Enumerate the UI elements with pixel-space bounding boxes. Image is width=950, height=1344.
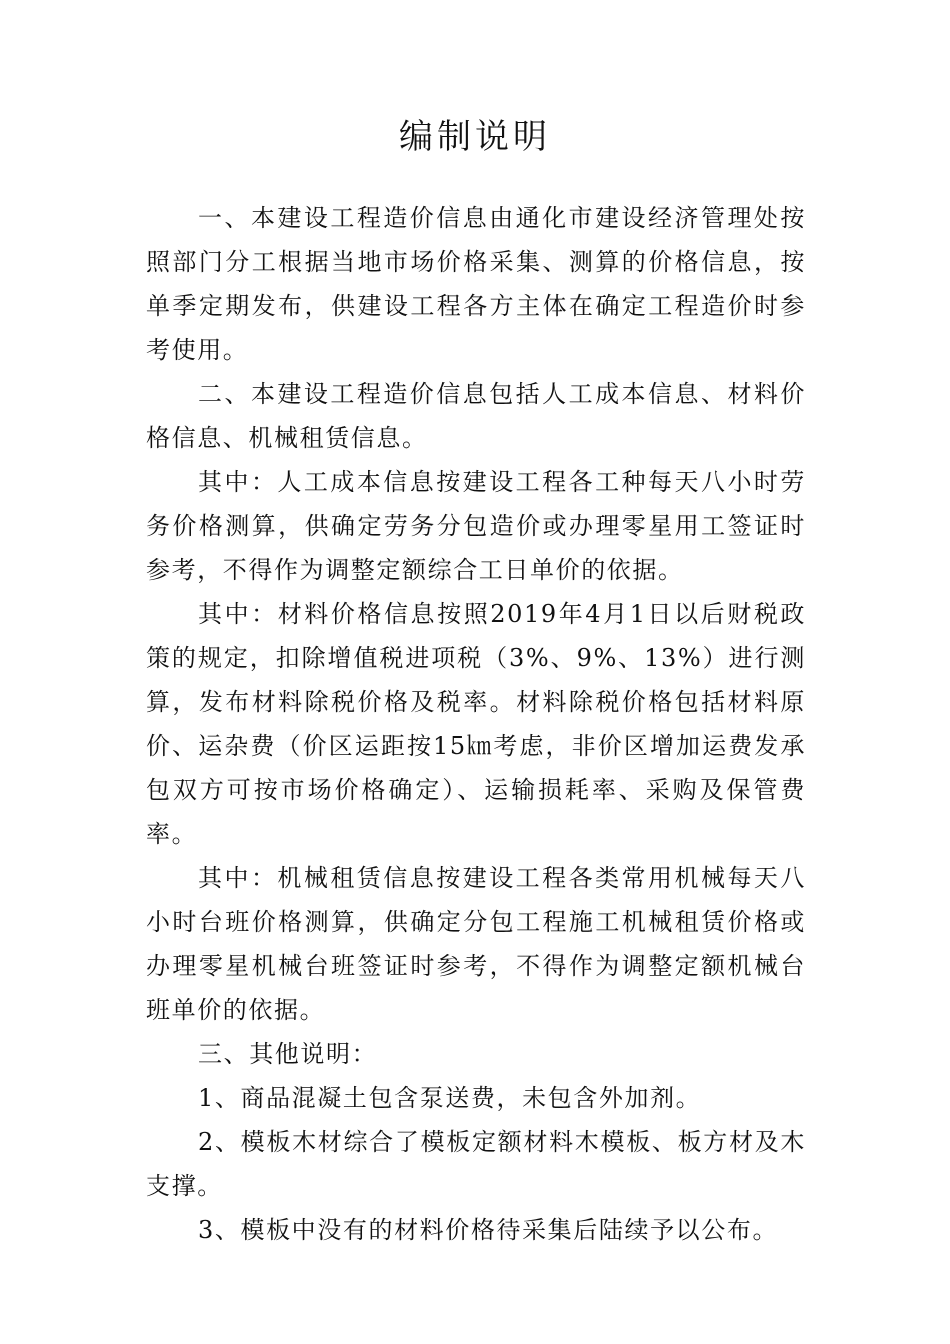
page-title: 编制说明 xyxy=(399,117,551,157)
document-body xyxy=(146,196,806,1252)
paragraph-other-notes-heading: 三、其他说明： xyxy=(198,1040,378,1068)
paragraph-note-3: 3、模板中没有的材料价格待采集后陆续予以公布。 xyxy=(198,1216,779,1244)
paragraph-labor-cost: 其中：人工成本信息按建设工程各工种每天八小时劳务价格测算，供确定劳务分包造价或办理零星用工签证时参考，不得作为调整定额综合工日单价的依据。 xyxy=(146,468,806,584)
paragraph-machinery-rental: 其中：机械租赁信息按建设工程各类常用机械每天八小时台班价格测算，供确定分包工程施工机械租赁价格或办理零星机械台班签证时参考，不得作为调整定额机械台班单价的依据。 xyxy=(146,864,806,1024)
paragraph-material-price: 其中：材料价格信息按照2019年4月1日以后财税政策的规定，扣除增值税进项税（3%、9%、13%）进行测算，发布材料除税价格及税率。材料除税价格包括材料原价、运杂费（价区运距按15㎞考虑，非价区增加运费发承包双方可按市场价格确定）、运输损耗率、采购及保管费率。 xyxy=(146,600,806,848)
paragraph-note-2: 2、模板木材综合了模板定额材料木模板、板方材及木支撑。 xyxy=(146,1128,806,1200)
paragraph-note-1: 1、商品混凝土包含泵送费，未包含外加剂。 xyxy=(198,1084,702,1112)
paragraph-contents: 二、本建设工程造价信息包括人工成本信息、材料价格信息、机械租赁信息。 xyxy=(146,380,806,452)
paragraph-scope: 一、本建设工程造价信息由通化市建设经济管理处按照部门分工根据当地市场价格采集、测算的价格信息，按单季定期发布，供建设工程各方主体在确定工程造价时参考使用。 xyxy=(146,204,806,364)
